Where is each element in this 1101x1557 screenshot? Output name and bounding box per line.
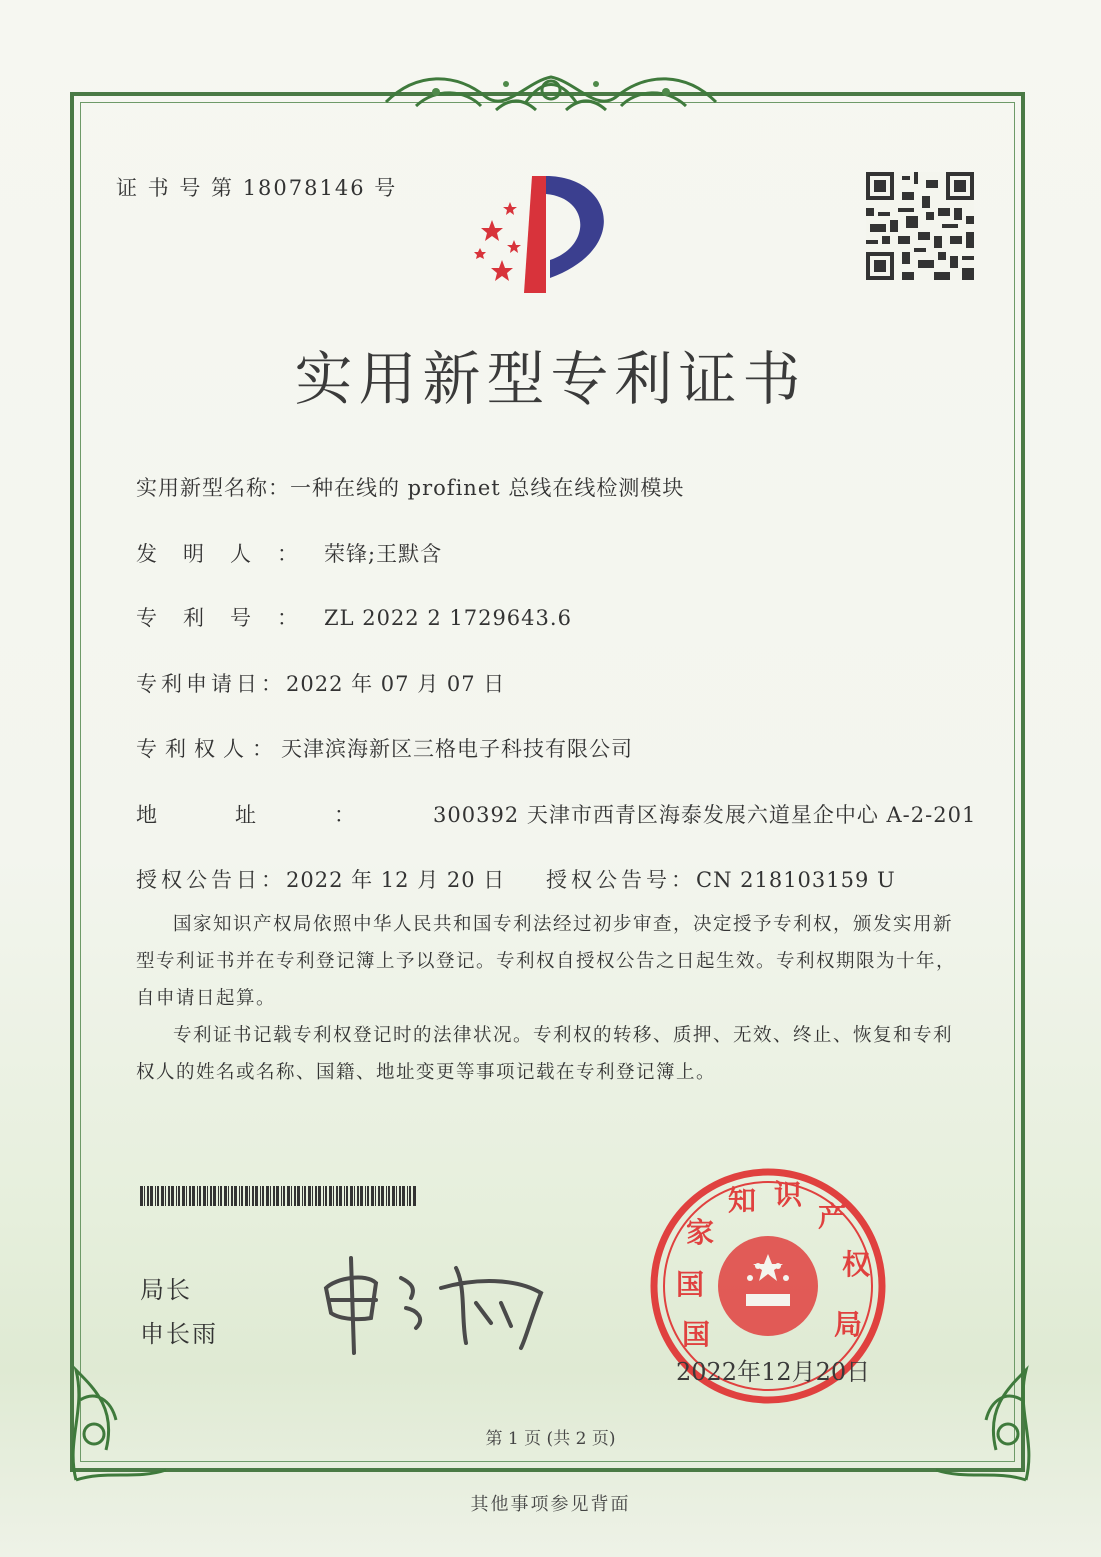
top-ornament-icon: [376, 62, 726, 122]
field-label: 实用新型名称：: [136, 476, 290, 500]
field-value: 2022 年 07 月 07 日: [286, 672, 506, 696]
bottom-right-ornament-icon: [926, 1330, 1046, 1490]
field-patent-number: [136, 602, 572, 632]
statement-paragraph-1: 国家知识产权局依照中华人民共和国专利法经过初步审查，决定授予专利权，颁发实用新型专利证书并在专利登记簿上予以登记。专利权自授权公告之日起生效。专利权期限为十年，自申请日起算。: [136, 914, 957, 1009]
director-name: 申长雨: [140, 1320, 218, 1348]
barcode-icon: [140, 1186, 416, 1206]
director-title: 局长: [140, 1276, 192, 1304]
svg-text:局: 局: [834, 1308, 863, 1341]
svg-text:知: 知: [728, 1184, 757, 1217]
field-label: 专利号：: [136, 606, 324, 630]
field-value: 300392 天津市西青区海泰发展六道星企中心 A-2-201: [433, 803, 977, 827]
svg-text:识: 识: [774, 1178, 803, 1211]
page-title: 实用新型专利证书: [294, 345, 807, 413]
field-value: 天津滨海新区三格电子科技有限公司: [281, 737, 633, 761]
svg-text:家: 家: [686, 1216, 715, 1249]
field-value: CN 218103159 U: [696, 868, 896, 892]
svg-text:产: 产: [818, 1200, 847, 1233]
field-label: 专利申请日：: [136, 672, 286, 696]
qr-code-icon: [866, 172, 974, 280]
field-grant-number: [546, 864, 896, 894]
field-label: 授权公告号：: [546, 868, 696, 892]
field-patentee: [136, 733, 633, 763]
field-label: 发明人：: [136, 542, 324, 566]
seal-char: 国: [676, 1268, 705, 1301]
back-note: 其他事项参见背面: [470, 1494, 631, 1515]
field-value: 一种在线的 profinet 总线在线检测模块: [290, 476, 685, 500]
page-number: 第 1 页 (共 2 页): [485, 1429, 616, 1449]
statement-paragraph-2: 专利证书记载专利权登记时的法律状况。专利权的转移、质押、无效、终止、恢复和专利权人的姓名或名称、国籍、地址变更等事项记载在专利登记簿上。: [136, 1025, 954, 1083]
patent-office-logo-icon: [462, 168, 632, 298]
field-inventor: [136, 538, 442, 568]
svg-text:权: 权: [842, 1248, 871, 1281]
statement-text: [136, 906, 966, 1091]
field-application-date: [136, 668, 505, 698]
field-value: 2022 年 12 月 20 日: [286, 868, 506, 892]
field-label: 专利权人：: [136, 737, 281, 761]
field-model-name: [136, 472, 684, 502]
bottom-left-ornament-icon: [56, 1330, 176, 1490]
svg-text:国: 国: [682, 1318, 711, 1351]
field-value: ZL 2022 2 1729643.6: [324, 606, 572, 630]
field-grant-date: [136, 864, 505, 894]
field-value: 荣锋;王默含: [324, 542, 443, 566]
field-label: 授权公告日：: [136, 868, 286, 892]
seal-date: 2022年12月20日: [676, 1358, 871, 1386]
field-address: [136, 799, 976, 829]
certificate-number: 证 书 号 第 18078146 号: [116, 176, 398, 200]
field-label: 地址：: [136, 803, 433, 827]
handwritten-signature-icon: [316, 1248, 556, 1358]
